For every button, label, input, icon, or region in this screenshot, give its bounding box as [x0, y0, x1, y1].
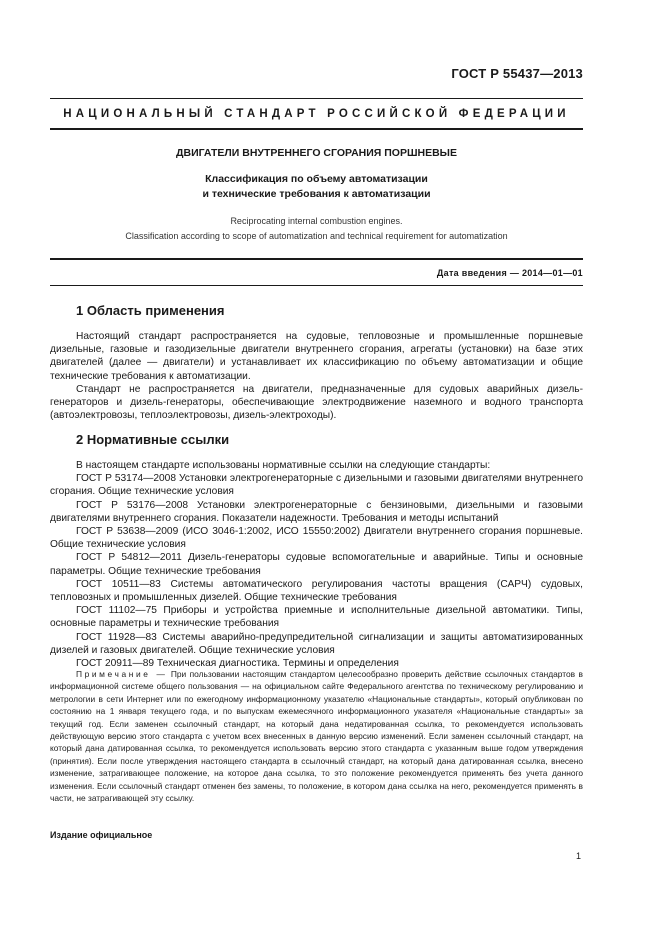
reference-item: ГОСТ Р 53176—2008 Установки электрогенераторные с бензиновыми, дизельными и газовыми двигателями внутреннего сгорания. Показатели надежности. Требования и методы испытаний	[50, 499, 583, 524]
date-rule	[50, 285, 583, 286]
document-title: ДВИГАТЕЛИ ВНУТРЕННЕГО СГОРАНИЯ ПОРШНЕВЫЕ	[176, 147, 457, 159]
document-id: ГОСТ Р 55437—2013	[451, 66, 583, 81]
english-title-line-1: Reciprocating internal combustion engines.	[230, 216, 403, 226]
english-title	[50, 214, 583, 244]
note-label: Примечание —	[76, 669, 168, 679]
references-intro: В настоящем стандарте использованы нормативные ссылки на следующие стандарты:	[76, 460, 491, 471]
reference-item: ГОСТ Р 54812—2011 Дизель-генераторы судовые вспомогательные и аварийные. Типы и основные параметры. Общие технические требования	[50, 552, 583, 577]
section-1-paragraph: Настоящий стандарт распространяется на судовые, тепловозные и промышленные поршневые дизельные, газовые и газодизельные двигатели внутреннего сгорания, агрегаты (установки) на базе этих двигателей (далее — двигатели) и устанавливает их классификацию по объему автоматизации и общие технические требования к автоматизации.	[50, 331, 583, 382]
section-2-heading: 2 Нормативные ссылки	[76, 432, 230, 447]
section-1-heading: 1 Область применения	[76, 303, 225, 318]
subtitle-line-2: и технические требования к автоматизации	[202, 188, 431, 200]
title-rule	[50, 258, 583, 260]
introduction-date: Дата введения — 2014—01—01	[436, 268, 583, 278]
reference-item: ГОСТ 10511—83 Системы автоматического регулирования частоты вращения (САРЧ) судовых, тепловозных и промышленных дизелей. Общие технические требования	[50, 578, 583, 604]
reference-item: ГОСТ 11928—83 Системы аварийно-предупредительной сигнализации и защиты автоматизированных дизелей и газовых двигателей. Общие технические условия	[50, 631, 583, 656]
references-note	[50, 668, 583, 804]
national-standard-heading: НАЦИОНАЛЬНЫЙ СТАНДАРТ РОССИЙСКОЙ ФЕДЕРАЦИИ	[63, 108, 570, 120]
header-rule-top	[50, 98, 583, 99]
document-subtitle	[50, 172, 583, 202]
reference-item: ГОСТ 11102—75 Приборы и устройства приемные и исполнительные дизельной автоматики. Типы, основные параметры и технические требования	[50, 605, 583, 630]
reference-item: ГОСТ Р 53638—2009 (ИСО 3046-1:2002, ИСО 15550:2002) Двигатели внутреннего сгорания поршневые. Общие технические условия	[50, 526, 583, 551]
section-1-paragraph: Стандарт не распространяется на двигатели, предназначенные для судовых аварийных дизель-генераторов и дизель-генераторы, обеспечивающие электродвижение наземного и водного транспорта (автоэлектровозы, теплоэлектровозы, дизель-электроходы).	[50, 383, 583, 422]
official-edition-label: Издание официальное	[50, 830, 153, 840]
english-title-line-2: Classification according to scope of automatization and technical requirement for automatization	[125, 231, 508, 241]
page-number: 1	[575, 851, 581, 861]
normative-references	[50, 459, 583, 670]
subtitle-line-1: Классификация по объему автоматизации	[205, 173, 428, 185]
header-rule-bottom	[50, 128, 583, 130]
reference-item: ГОСТ Р 53174—2008 Установки электрогенераторные с дизельными и газовыми двигателями внутреннего сгорания. Общие технические условия	[50, 473, 583, 498]
section-1-body	[50, 330, 583, 422]
reference-item: ГОСТ 20911—89 Техническая диагностика. Термины и определения	[76, 658, 399, 670]
note-text: При пользовании настоящим стандартом целесообразно проверить действие ссылочных стандартов в информационной системе общего пользования — на официальном сайте Федерального агентства по техническому регулированию и метрологии в сети Интернет или по ежегодному информационному указателю «Национальные стандарты», который опубликован по состоянию на 1 января текущего года, и по выпускам ежемесячного информационного указателя «Национальные стандарты» за текущий год. Если заменен ссылочный стандарт, на который дана недатированная ссылка, то рекомендуется использовать действующую версию этого стандарта с учетом всех внесенных в данную версию изменений. Если заменен ссылочный стандарт, на который дана датированная ссылка, то рекомендуется использовать версию этого стандарта с указанным выше годом утверждения (принятия). Если после утверждения настоящего стандарта в ссылочный стандарт, на который дана датированная ссылка, внесено изменение, затрагивающее положение, на которое дана ссылка, то это положение рекомендуется применять без учета данного изменения. Если ссылочный стандарт отменен без замены, то положение, в котором дана ссылка на него, рекомендуется применять в части, не затрагивающей эту ссылку.	[50, 669, 583, 804]
